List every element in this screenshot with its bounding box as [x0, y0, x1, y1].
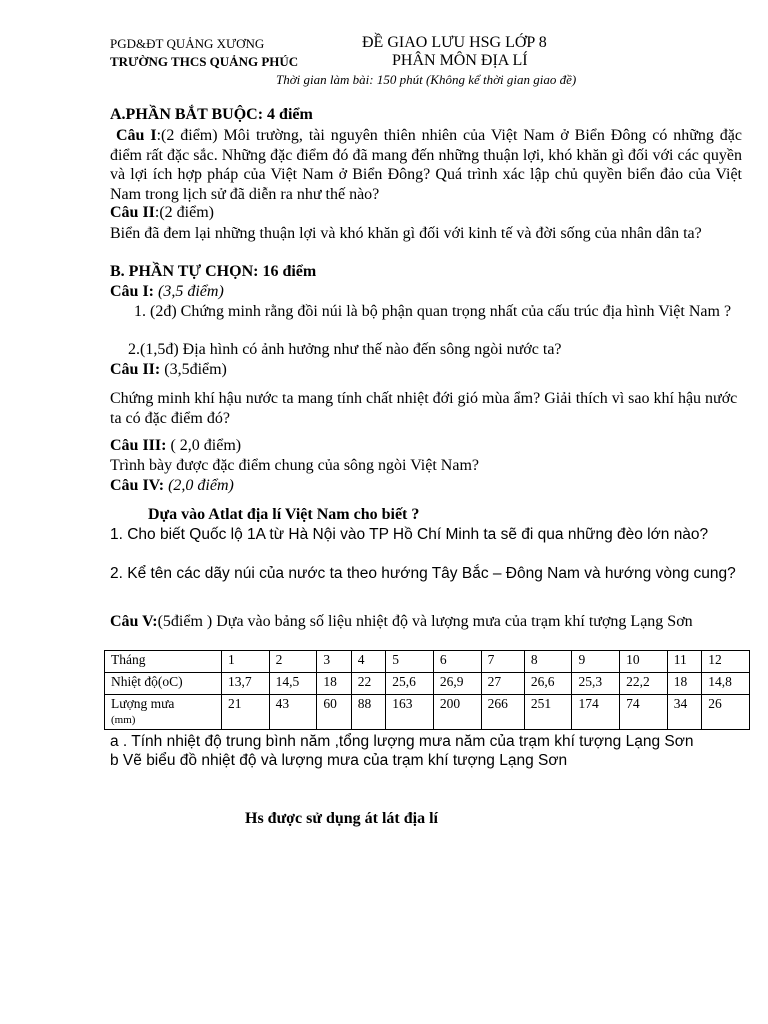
- part-b-question-2-label: [110, 361, 227, 379]
- question-5-part-a: a . Tính nhiệt độ trung bình năm ,tổng lượng mưa năm của trạm khí tượng Lạng Sơn: [110, 733, 694, 750]
- month-cell: 1: [222, 651, 270, 673]
- exam-subject: PHÂN MÔN ĐỊA LÍ: [392, 52, 528, 69]
- month-cell: 9: [572, 651, 620, 673]
- part-b-question-4-label: [110, 477, 234, 495]
- row-label-temperature: Nhiệt độ(oC): [105, 673, 222, 695]
- table-row-temperature: [105, 673, 750, 695]
- month-cell: 2: [269, 651, 317, 673]
- rainfall-cell: 163: [386, 695, 434, 730]
- temperature-cell: 22,2: [620, 673, 668, 695]
- month-cell: 4: [351, 651, 385, 673]
- part-b-question-2-text: Chứng minh khí hậu nước ta mang tính chất nhiệt đới gió mùa ẩm? Giải thích vì sao khí hậu nước ta có đặc điểm đó?: [110, 390, 738, 427]
- temperature-cell: 25,3: [572, 673, 620, 695]
- rainfall-cell: 174: [572, 695, 620, 730]
- part-a-question-1: [110, 126, 742, 204]
- question-label: Câu V:: [110, 613, 158, 630]
- temperature-cell: 22: [351, 673, 385, 695]
- month-cell: 7: [481, 651, 524, 673]
- question-label: Câu II: [110, 204, 155, 221]
- rainfall-cell: 21: [222, 695, 270, 730]
- temperature-cell: 27: [481, 673, 524, 695]
- temperature-cell: 14,5: [269, 673, 317, 695]
- temperature-cell: 26,6: [524, 673, 572, 695]
- month-cell: 8: [524, 651, 572, 673]
- question-label: Câu II:: [110, 361, 161, 378]
- part-b-question-3-text: Trình bày được đặc điểm chung của sông ngòi Việt Nam?: [110, 457, 479, 474]
- part-b-heading: B. PHẦN TỰ CHỌN: 16 điểm: [110, 263, 317, 280]
- month-cell: 11: [667, 651, 701, 673]
- table-header-cell: Tháng: [105, 651, 222, 673]
- question-points: ( 2,0 điểm): [170, 437, 242, 454]
- month-cell: 6: [433, 651, 481, 673]
- row-label-rainfall: [105, 695, 222, 730]
- rainfall-cell: 266: [481, 695, 524, 730]
- rainfall-cell: 34: [667, 695, 701, 730]
- question-text: (5điểm ) Dựa vào bảng số liệu nhiệt độ và lượng mưa của trạm khí tượng Lạng Sơn: [157, 613, 693, 630]
- part-a-question-2-text: Biển đã đem lại những thuận lợi và khó khăn gì đối với kinh tế và đời sống của nhân dân ta?: [110, 225, 702, 242]
- footer-note: Hs được sử dụng át lát địa lí: [245, 810, 438, 827]
- temperature-cell: 18: [317, 673, 351, 695]
- rainfall-cell: 88: [351, 695, 385, 730]
- part-b-question-1-label: [110, 283, 224, 301]
- part-b-question-3-label: [110, 437, 241, 455]
- rainfall-cell: 60: [317, 695, 351, 730]
- question-label: Câu III:: [110, 437, 167, 454]
- temperature-cell: 13,7: [222, 673, 270, 695]
- part-b-question-1-item-2: 2.(1,5đ) Địa hình có ảnh hưởng như thế nào đến sông ngòi nước ta?: [128, 341, 562, 358]
- month-cell: 3: [317, 651, 351, 673]
- climate-data-table: [104, 650, 750, 730]
- month-cell: 10: [620, 651, 668, 673]
- rainfall-cell: 43: [269, 695, 317, 730]
- rainfall-unit: (mm): [111, 714, 136, 726]
- temperature-cell: 25,6: [386, 673, 434, 695]
- month-cell: 12: [702, 651, 750, 673]
- part-b-question-1-item-1: 1. (2đ) Chứng minh rằng đồi núi là bộ phận quan trọng nhất của cấu trúc địa hình Việt Nam ?: [134, 303, 732, 320]
- school-name: TRƯỜNG THCS QUẢNG PHÚC: [110, 54, 299, 69]
- time-note: Thời gian làm bài: 150 phút (Không kể thời gian giao đề): [276, 72, 577, 87]
- part-b-question-4-item-2: 2. Kể tên các dãy núi của nước ta theo hướng Tây Bắc – Đông Nam và hướng vòng cung?: [110, 565, 736, 582]
- table-row-rainfall: [105, 695, 750, 730]
- question-label: Câu IV:: [110, 477, 165, 494]
- question-points: (3,5điểm): [164, 361, 227, 378]
- question-text: :(2 điểm) Môi trường, tài nguyên thiên nhiên của Việt Nam ở Biển Đông có những đặc điểm rất đặc sắc. Những đặc điểm đó đã mang đến những thuận lợi, khó khăn gì đối với các quyền và lợi ích hợp pháp của Việt Nam ở Biển Đông? Quá trình xác lập chủ quyền biển đảo của Việt Nam trong lịch sử đã diễn ra như thế nào?: [110, 127, 742, 203]
- question-label: Câu I:: [110, 283, 155, 300]
- question-points: (3,5 điểm): [158, 283, 224, 300]
- rainfall-label: Lượng mưa: [111, 696, 175, 711]
- month-cell: 5: [386, 651, 434, 673]
- dept-name: PGD&ĐT QUẢNG XƯƠNG: [110, 36, 265, 51]
- part-b-question-4-intro: Dựa vào Atlat địa lí Việt Nam cho biết ?: [148, 506, 420, 523]
- question-points: (2,0 điểm): [168, 477, 234, 494]
- temperature-cell: 26,9: [433, 673, 481, 695]
- temperature-cell: 18: [667, 673, 701, 695]
- rainfall-cell: 251: [524, 695, 572, 730]
- question-label: Câu I: [116, 127, 157, 144]
- part-a-heading: A.PHẦN BẮT BUỘC: 4 điểm: [110, 106, 313, 123]
- rainfall-cell: 200: [433, 695, 481, 730]
- part-a-question-2-label: [110, 204, 214, 222]
- part-b-question-4-item-1: 1. Cho biết Quốc lộ 1A từ Hà Nội vào TP Hồ Chí Minh ta sẽ đi qua những đèo lớn nào?: [110, 526, 709, 543]
- rainfall-cell: 26: [702, 695, 750, 730]
- question-5-part-b: b Vẽ biểu đồ nhiệt độ và lượng mưa của trạm khí tượng Lạng Sơn: [110, 752, 568, 769]
- rainfall-cell: 74: [620, 695, 668, 730]
- exam-title: ĐỀ GIAO LƯU HSG LỚP 8: [362, 34, 547, 51]
- table-row-months: [105, 651, 750, 673]
- question-points: :(2 điểm): [154, 204, 214, 221]
- part-b-question-5: [110, 612, 742, 632]
- temperature-cell: 14,8: [702, 673, 750, 695]
